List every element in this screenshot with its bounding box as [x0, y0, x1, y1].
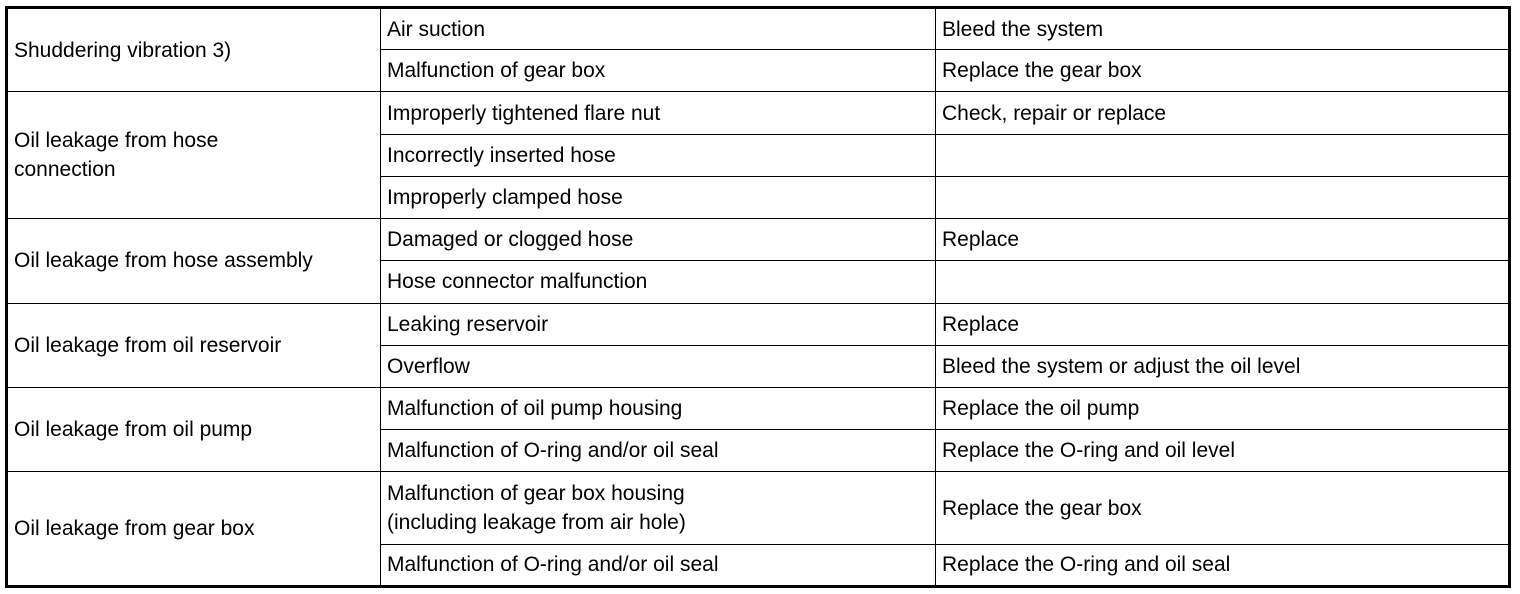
remedy-cell [936, 261, 1510, 303]
table-row [7, 387, 1510, 429]
symptom-cell: Shuddering vibration 3) [7, 8, 381, 92]
remedy-cell: Replace the oil pump [936, 387, 1510, 429]
remedy-cell [936, 176, 1510, 218]
troubleshooting-table [5, 6, 1511, 588]
remedy-cell: Bleed the system [936, 8, 1510, 50]
table-row [7, 92, 1510, 134]
symptom-cell: Oil leakage from hose assembly [7, 219, 381, 303]
remedy-cell: Replace the O-ring and oil seal [936, 544, 1510, 586]
cause-cell: Improperly clamped hose [381, 176, 936, 218]
cause-cell: Malfunction of gear box housing (including leakage from air hole) [381, 472, 936, 544]
cause-cell: Hose connector malfunction [381, 261, 936, 303]
symptom-cell: Oil leakage from hose connection [7, 92, 381, 219]
cause-cell: Improperly tightened flare nut [381, 92, 936, 134]
remedy-cell: Replace [936, 219, 1510, 261]
remedy-cell [936, 134, 1510, 176]
symptom-cell: Oil leakage from oil pump [7, 387, 381, 471]
remedy-cell: Replace the gear box [936, 50, 1510, 92]
cause-cell: Malfunction of gear box [381, 50, 936, 92]
remedy-cell: Bleed the system or adjust the oil level [936, 345, 1510, 387]
table-row [7, 303, 1510, 345]
cause-cell: Air suction [381, 8, 936, 50]
table-row [7, 472, 1510, 544]
cause-cell: Damaged or clogged hose [381, 219, 936, 261]
remedy-cell: Replace the O-ring and oil level [936, 430, 1510, 472]
cause-cell: Incorrectly inserted hose [381, 134, 936, 176]
cause-cell: Leaking reservoir [381, 303, 936, 345]
cause-cell: Malfunction of O-ring and/or oil seal [381, 544, 936, 586]
cause-cell: Malfunction of O-ring and/or oil seal [381, 430, 936, 472]
cause-cell: Overflow [381, 345, 936, 387]
cause-cell: Malfunction of oil pump housing [381, 387, 936, 429]
symptom-cell: Oil leakage from gear box [7, 472, 381, 587]
remedy-cell: Replace the gear box [936, 472, 1510, 544]
remedy-cell: Check, repair or replace [936, 92, 1510, 134]
symptom-cell: Oil leakage from oil reservoir [7, 303, 381, 387]
table-row [7, 219, 1510, 261]
table-row [7, 8, 1510, 50]
remedy-cell: Replace [936, 303, 1510, 345]
